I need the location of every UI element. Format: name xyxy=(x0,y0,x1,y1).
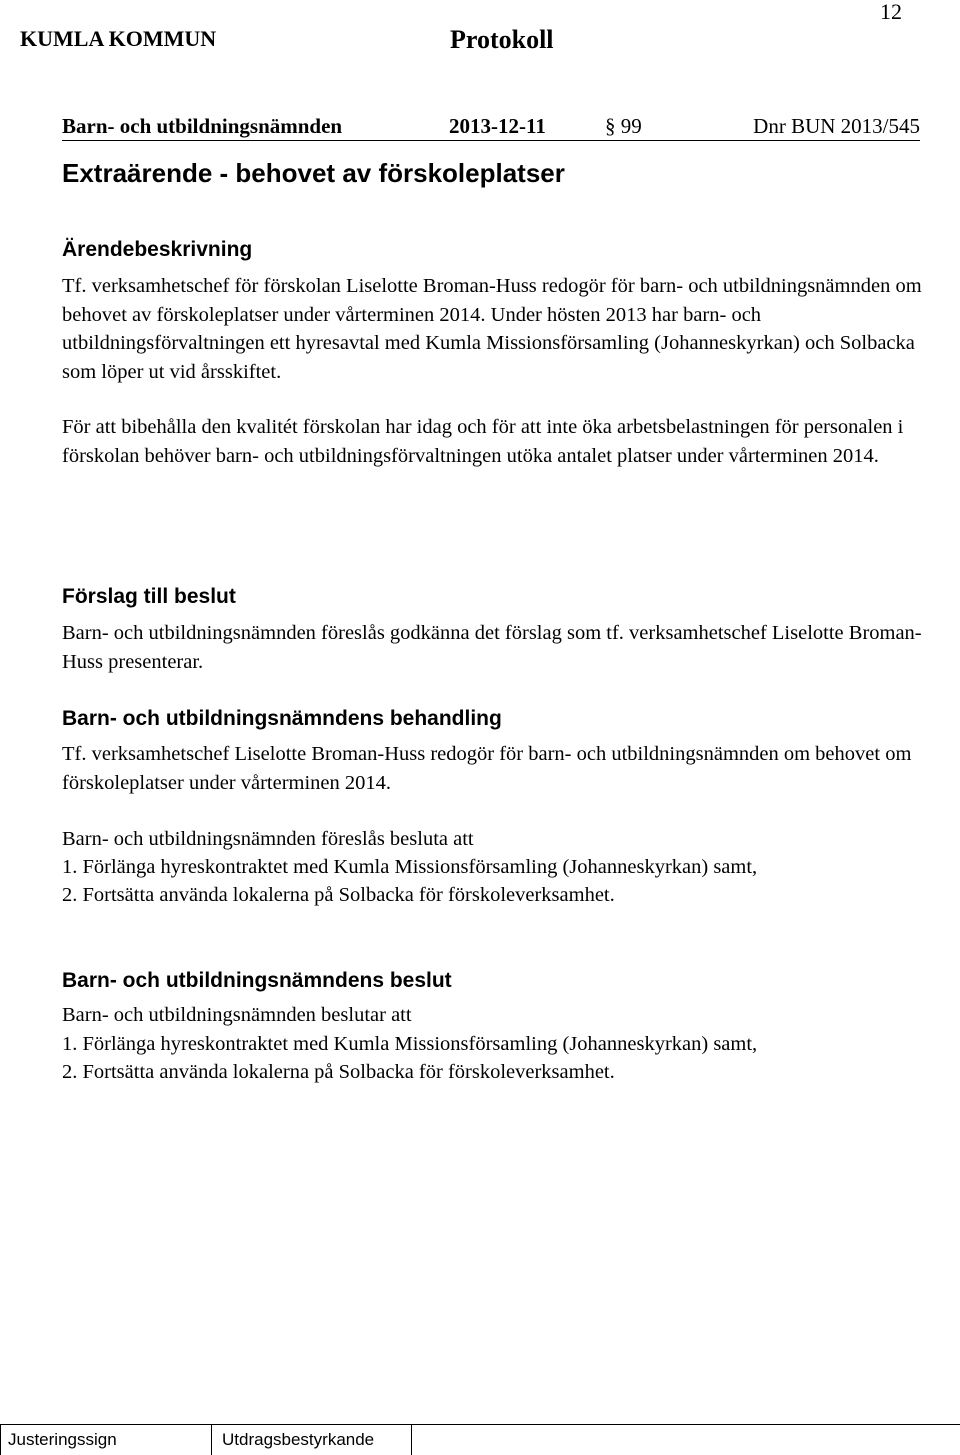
page-title: Extraärende - behovet av förskoleplatser xyxy=(62,158,565,188)
proposal-text: Barn- och utbildningsnämnden föreslås godkänna det förslag som tf. verksamhetschef Liselotte Broman-Huss presenterar. xyxy=(62,622,922,673)
handling-item-2: 2. Fortsätta använda lokalerna på Solbacka för förskoleverksamhet. xyxy=(62,884,615,906)
diary-number: Dnr BUN 2013/545 xyxy=(753,114,920,138)
decision-item-2: 2. Fortsätta använda lokalerna på Solbacka för förskoleverksamhet. xyxy=(62,1061,615,1083)
signature-label: Justeringssign xyxy=(8,1430,117,1449)
page-number: 12 xyxy=(880,0,902,24)
decision-intro: Barn- och utbildningsnämnden beslutar att xyxy=(62,1004,412,1026)
description-paragraph-2: För att bibehålla den kvalitét förskolan har idag och för att inte öka arbetsbelastningen för personalen i förskolan behöver barn- och utbildningsförvaltningen utöka antalet platser under vårterminen 2014. xyxy=(62,416,904,467)
paragraph-number: § 99 xyxy=(605,114,642,138)
decision-item-1: 1. Förlänga hyreskontraktet med Kumla Missionsförsamling (Johanneskyrkan) samt, xyxy=(62,1033,758,1055)
meeting-info-row xyxy=(62,112,920,141)
handling-item-1: 1. Förlänga hyreskontraktet med Kumla Missionsförsamling (Johanneskyrkan) samt, xyxy=(62,856,758,878)
description-heading: Ärendebeskrivning xyxy=(62,238,253,261)
proposal-heading: Förslag till beslut xyxy=(62,585,236,608)
handling-text: Tf. verksamhetschef Liselotte Broman-Huss redogör för barn- och utbildningsnämnden om behovet om förskoleplatser under vårterminen 2014. xyxy=(62,743,912,794)
extract-label: Utdragsbestyrkande xyxy=(222,1430,375,1449)
municipality-name: KUMLA KOMMUN xyxy=(20,26,217,51)
handling-heading: Barn- och utbildningsnämndens behandling xyxy=(62,707,502,730)
document-type: Protokoll xyxy=(450,25,554,54)
decision-heading: Barn- och utbildningsnämndens beslut xyxy=(62,969,452,992)
committee-name: Barn- och utbildningsnämnden xyxy=(62,114,343,138)
footer xyxy=(0,1424,960,1455)
description-paragraph-1: Tf. verksamhetschef för förskolan Liselotte Broman-Huss redogör för barn- och utbildningsnämnden om behovet av förskoleplatser under vårterminen 2014. Under hösten 2013 har barn- och utbildningsförvaltningen ett hyresavtal med Kumla Missionsförsamling (Johanneskyrkan) och Solbacka som löper ut vid årsskiftet. xyxy=(62,275,922,383)
handling-intro: Barn- och utbildningsnämnden föreslås besluta att xyxy=(62,828,474,850)
meeting-date: 2013-12-11 xyxy=(449,114,546,138)
